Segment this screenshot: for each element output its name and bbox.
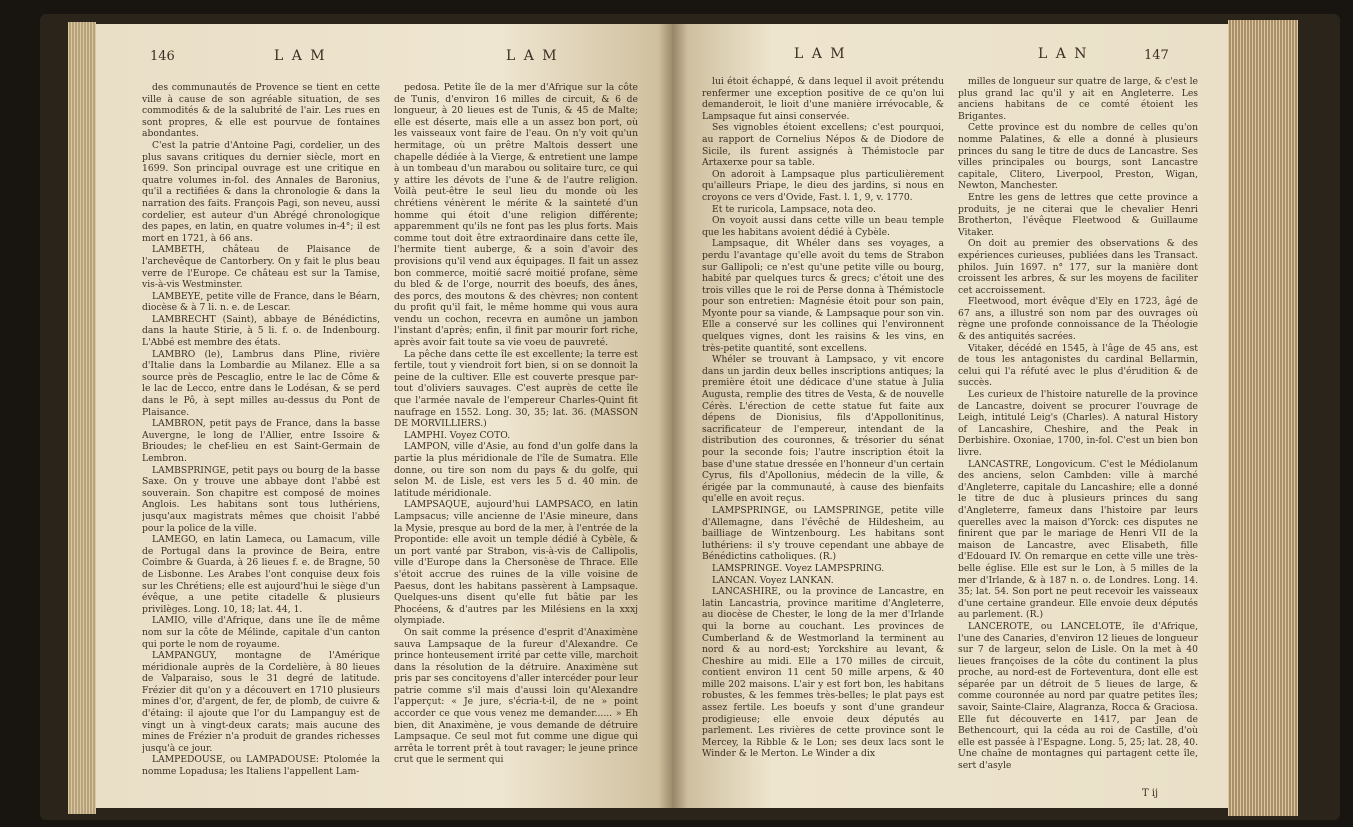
paragraph: LAMPSAQUE, aujourd'hui LAMPSACO, en latin Lampsacus; ville ancienne de l'Asie mineure, dans la Mysie, presque au bord de la mer, à l'entrée de la Propontide: elle avoit un temple dédié à Cybèle, & un port vanté par Strabon, vis-à-vis de Callipolis, ville d'Europe dans la Chersonèse de Thrace. Elle s'étoit accrue des ruines de la ville voisine de Paesus, dont les habitans passèrent à Lampsaque. Quelques-uns disent qu'elle fut bâtie par les Phocéens, & d'autres par les Milésiens en la xxxj olympiade. (394, 499, 638, 627)
right-page-edges (1228, 20, 1298, 816)
paragraph: Les curieux de l'histoire naturelle de la province de Lancastre, doivent se procurer l'ouvrage de Leigh, intitulé Leig's (Charles). A natural History of Lancashire, Cheshire, and the Peak in Derbishire. Oxoniae, 1700, in-fol. C'est un bien bon livre. (958, 389, 1198, 458)
paragraph: LANCEROTE, ou LANCELOTE, île d'Afrique, l'une des Canaries, d'environ 12 lieues de longueur sur 7 de largeur, selon de Lisle. On la met à 40 lieues françoises de la côte du continent la plus proche, au nord-est de Forteventura, dont elle est séparée par un détroit de 5 lieues de large, & comme couronnée au nord par quatre petites îles; savoir, Sainte-Claire, Alagranza, Rocca & Graciosa. Elle fut découverte en 1417, par Jean de Bethencourt, qui la céda au roi de Castille, d'où elle est passée à l'Espagne. Long. 5, 25; lat. 28, 40. Une chaîne de montagnes qui partagent cette île, sert d'asyle (958, 620, 1198, 772)
paragraph: LAMBSPRINGE, petit pays ou bourg de la basse Saxe. On y trouve une abbaye dont l'abbé est souverain. Son chapitre est composé de moines Anglois. Les habitans sont tous luthériens, jusqu'aux magistrats mêmes que choisit l'abbé pour la police de la ville. (142, 464, 380, 534)
right-page-column-1 (702, 76, 944, 796)
paragraph: LAMBEYE, petite ville de France, dans le Béarn, diocèse & à 7 li. n. e. de Lescar. (142, 290, 380, 314)
paragraph: LANCASTRE, Longovicum. C'est le Médiolanum des anciens, selon Cambden: ville à marché d'Angleterre, capitale du Lancashire; elle a donné le titre de duc à plusieurs princes du sang d'Angleterre, fameux dans l'histoire par leurs querelles avec la maison d'Yorck: ces disputes ne finirent que par le mariage de Henri VII de la maison de Lancastre, avec Elisabeth, fille d'Edouard IV. On remarque en cette ville une très-belle église. Elle est sur le Lon, à 5 milles de la mer d'Irlande, & à 187 n. o. de Londres. Long. 14. 35; lat. 54. Son port ne peut recevoir les vaisseaux d'une certaine grandeur. Elle envoie deux députés au parlement. (R.) (958, 458, 1198, 621)
paragraph: Entre les gens de lettres que cette province a produits, je ne citerai que le chevalier Henri Brotherton, l'évêque Fleetwood & Guillaume Vitaker. (958, 191, 1198, 238)
paragraph: Cette province est du nombre de celles qu'on nomme Palatines, & elle a donné à plusieurs princes du sang le titre de ducs de Lancastre. Ses villes principales ou bourgs, sont Lancastre capitale, Clitero, Liverpool, Preston, Wigan, Newton, Manchester. (958, 122, 1198, 192)
paragraph: LAMPANGUY, montagne de l'Amérique méridionale auprès de la Cordelière, à 80 lieues de Valparaiso, sous le 31 degré de latitude. Frézier dit qu'on y a découvert en 1710 plusieurs mines d'or, d'argent, de fer, de plomb, de cuivre & d'étaing: il ajoute que l'or du Lampanguy est de vingt un à vingt-deux carats; mais aucune des mines de Frézier n'a produit de grandes richesses jusqu'à ce jour. (142, 650, 380, 754)
paragraph: C'est la patrie d'Antoine Pagi, cordelier, un des plus savans critiques du dernier siècle, mort en 1699. Son principal ouvrage est une critique en quatre volumes in-fol. des Annales de Baronius, qu'il a rectifiées & dans la chronologie & dans la narration des faits. François Pagi, son neveu, aussi cordelier, est auteur d'un Abrégé chronologique des papes, en latin, en quatre volumes in-4°; il est mort en 1721, à 66 ans. (142, 139, 380, 244)
paragraph: LAMBETH, château de Plaisance de l'archevêque de Cantorbery. On y fait le plus beau verre de l'Europe. Ce château est sur la Tamise, vis-à-vis Westminster. (142, 244, 380, 291)
signature-mark: T ij (1142, 788, 1159, 799)
paragraph: LAMEGO, en latin Lameca, ou Lamacum, ville de Portugal dans la province de Beira, entre Coimbre & Guarda, à 26 lieues f. e. de Bragne, 50 de Lisbonne. Les Arabes l'ont conquise deux fois sur les Chrétiens; elle est aujourd'hui le siège d'un évêque, a une petite citadelle & plusieurs privilèges. Long. 10, 18; lat. 44, 1. (142, 534, 380, 615)
paragraph: Ses vignobles étoient excellens; c'est pourquoi, au rapport de Cornelius Népos & de Diodore de Sicile, ils furent assignés à Thémistocle par Artaxerxe pour sa table. (702, 122, 944, 169)
paragraph: LAMPEDOUSE, ou LAMPADOUSE: Ptolomée la nomme Lopadusa; les Italiens l'appellent Lam- (142, 754, 380, 778)
paragraph: LAMSPRINGE. Voyez LAMPSPRING. (712, 562, 885, 574)
paragraph: Lampsaque, dit Whéler dans ses voyages, a perdu l'avantage qu'elle avoit du tems de Strabon sur Gallipoli; ce n'est qu'une petite ville ou bourg, habité par quelques turcs & grecs; c'étoit une des trois villes que le roi de Perse donna à Thémistocle pour son entretien: Magnésie étoit pour son pain, Myonte pour sa viande, & Lampsaque pour son vin. Elle a conservé sur les collines qui l'environnent quelques vignes, dont les raisins & les vins, en très-petite quantité, sont excellens. (702, 238, 944, 354)
page-number-left: 146 (150, 49, 175, 64)
left-page-column-1 (142, 82, 380, 802)
left-page-edges (68, 22, 96, 814)
book-gutter-shadow (658, 24, 688, 808)
paragraph: Et te ruricola, Lampsace, nota deo. (712, 203, 876, 215)
paragraph: LANCAN. Voyez LANKAN. (712, 574, 834, 586)
running-head-lan: L A N (1038, 46, 1089, 62)
paragraph: lui étoit échappé, & dans lequel il avoit prétendu renfermer une exception positive de ce qu'on lui demanderoit, le lioit d'une manière irrévocable, & Lampsaque fut ainsi conservée. (702, 76, 944, 122)
paragraph: LAMBRO (le), Lambrus dans Pline, rivière d'Italie dans la Lombardie au Milanez. Elle a sa source près de Pescaglio, entre le lac de Côme & le lac de Lecco, entre dans le Lodésan, & se perd dans le Pô, à sept milles au-dessus du Pont de Plaisance. (142, 348, 380, 418)
paragraph: On doit au premier des observations & des expériences curieuses, publiées dans les Transact. philos. Juin 1697. n° 177, sur la manière dont croissent les arbres, & sur les moyens de faciliter cet accroissement. (958, 238, 1198, 296)
left-page-column-2 (394, 82, 638, 802)
paragraph: On sait comme la présence d'esprit d'Anaximène sauva Lampsaque de la fureur d'Alexandre. Ce prince honteusement irrité par cette ville, marchoit dans la résolution de la détruire. Anaximène sut pris par ses concitoyens d'aller intercéder pour leur patrie comme s'il mais d'aussi loin qu'Alexandre l'apperçut: « Je jure, s'écria-t-il, de ne » point accorder ce que vous venez me demander...... » Eh bien, dit Anaximène, je vous demande de détruire Lampsaque. Ce seul mot fut comme une digue qui arrêta le torrent prêt à tout ravager; le jeune prince crut que le serment qui (394, 626, 638, 766)
paragraph: LAMIO, ville d'Afrique, dans une île de même nom sur la côte de Mélinde, capitale d'un canton qui porte le nom de royaume. (142, 615, 380, 650)
paragraph: On adoroit à Lampsaque plus particulièrement qu'ailleurs Priape, le dieu des jardins, si nous en croyons ce vers d'Ovide, Fast. l. 1, 9, v. 1770. (702, 168, 944, 203)
paragraph: LAMPON, ville d'Asie, au fond d'un golfe dans la partie la plus méridionale de l'île de Sumatra. Elle donne, ou tire son nom du pays & du golfe, qui selon M. de Lisle, est vers les 5 d. 40 min. de latitude méridionale. (394, 441, 638, 499)
paragraph: On voyoit aussi dans cette ville un beau temple que les habitans avoient dédié à Cybèle. (702, 215, 944, 238)
paragraph: Fleetwood, mort évêque d'Ely en 1723, âgé de 67 ans, a illustré son nom par des ouvrages où règne une profonde connoissance de la Théologie & des antiquités sacrées. (958, 296, 1198, 343)
running-head-left-col: L A M (274, 48, 327, 64)
paragraph: LAMBRON, petit pays de France, dans la basse Auvergne, le long de l'Allier, entre Issoire & Brioudes; le chef-lieu en est Saint-Germain de Lembron. (142, 418, 380, 464)
paragraph: LAMPHI. Voyez COTO. (404, 429, 511, 441)
paragraph: des communautés de Provence se tient en cette ville à cause de son agréable situation, de ses commodités & de la salubrité de l'air. Les rues en sont propres, & elle est pourvue de fontaines abondantes. (142, 82, 380, 140)
right-page-column-2 (958, 76, 1198, 796)
paragraph: LAMPSPRINGE, ou LAMSPRINGE, petite ville d'Allemagne, dans l'évêché de Hildesheim, au bailliage de Wintzenbourg. Les habitans sont luthériens: il s'y trouve cependant une abbaye de Bénédictins catholiques. (R.) (702, 504, 944, 563)
running-head-right-col: L A M (506, 48, 559, 64)
paragraph: LANCASHIRE, ou la province de Lancastre, en latin Lancastria, province maritime d'Angleterre, au diocèse de Chester, le long de la mer d'Irlande qui la borne au couchant. Les provinces de Cumberland & de Westmorland la terminent au nord & au nord-est; Yorckshire au levant, & Cheshire au midi. Elle a 170 milles de circuit, contient environ 11 cent 50 mille arpens, & 40 mille 202 maisons. L'air y est fort bon, les habitans robustes, & les femmes très-belles; le plat pays est assez fertile. Les boeufs y sont d'une grandeur prodigieuse; elle envoie deux députés au parlement. Les rivières de cette province sont le Mercey, la Ribble & le Lon; ses deux lacs sont le Winder & le Merton. Le Winder a dix (702, 586, 944, 760)
paragraph: Whéler se trouvant à Lampsaco, y vit encore dans un jardin deux belles inscriptions antiques; la première étoit une dédicace d'une statue à Julia Augusta, remplie des titres de Vesta, & de nouvelle Cérès. L'érection de cette statue fut faite aux dépens de Dionisius, fils d'Appollonitinus, sacrificateur de l'empereur, intendant de la distribution des couronnes, & trésorier du sénat pour la seconde fois; l'autre inscription étoit la base d'une statue dressée en l'honneur d'un certain Cyrus, fils d'Apollonius, médecin de la ville, & érigée par la communauté, à cause des bienfaits qu'elle en avoit reçus. (702, 354, 944, 505)
paragraph: La pêche dans cette île est excellente; la terre est fertile, tout y viendroit fort bien, si on se donnoit la peine de la cultiver. Elle est couverte presque par-tout d'oliviers sauvages. C'est auprès de cette île que l'armée navale de l'empereur Charles-Quint fit naufrage en 1552. Long. 30, 35; lat. 36. (MASSON DE MORVILLIERS.) (394, 348, 638, 430)
paragraph: milles de longueur sur quatre de large, & c'est le plus grand lac qu'il y ait en Angleterre. Les anciens habitans de ce comté étoient les Brigantes. (958, 76, 1198, 122)
left-page (96, 24, 672, 808)
paragraph: pedosa. Petite île de la mer d'Afrique sur la côte de Tunis, d'environ 16 milles de circuit, & 6 de longueur, à 20 lieues est de Tunis, & 45 de Malte; elle est déserte, mais elle a un assez bon port, où les vaisseaux vont faire de l'eau. On n'y voit qu'un hermitage, où un prêtre Maltois dessert une chapelle dédiée à la Vierge, & entretient une lampe à un tombeau d'un marabou ou solitaire turc, ce qui y attire les dévots de l'une & de l'autre religion. Voilà peut-être le seul lieu du monde où les chrétiens vénèrent le mérite & la sainteté d'un homme qui étoit d'une religion différente; apparemment qu'ils ne font pas les plus forts. Mais comme tout doit être extraordinaire dans cette île, l'hermite tient auberge, & a soin d'avoir des provisions qu'il vend aux équipages. Il fait un assez bon commerce, moitié sacré moitié profane, sème du bled & de l'orge, nourrit des boeufs, des ânes, des porcs, des moutons & des chèvres; non content du profit qu'il fait, le même homme qui vous aura vendu un cochon, recevra en aumône un jambon l'instant d'après; enfin, il finit par mourir fort riche, après avoir fait toute sa vie voeu de pauvreté. (394, 82, 638, 349)
running-head-lam: L A M (794, 46, 847, 62)
right-page (672, 24, 1228, 808)
paragraph: Vitaker, décédé en 1545, à l'âge de 45 ans, est de tous les antagonistes du cardinal Bellarmin, celui qui l'a réfuté avec le plus d'érudition & de succès. (958, 342, 1198, 389)
paragraph: LAMBRECHT (Saint), abbaye de Bénédictins, dans la haute Stirie, à 5 li. f. o. de Indenbourg. L'Abbé est membre des états. (142, 313, 380, 349)
page-number-right: 147 (1144, 48, 1169, 63)
